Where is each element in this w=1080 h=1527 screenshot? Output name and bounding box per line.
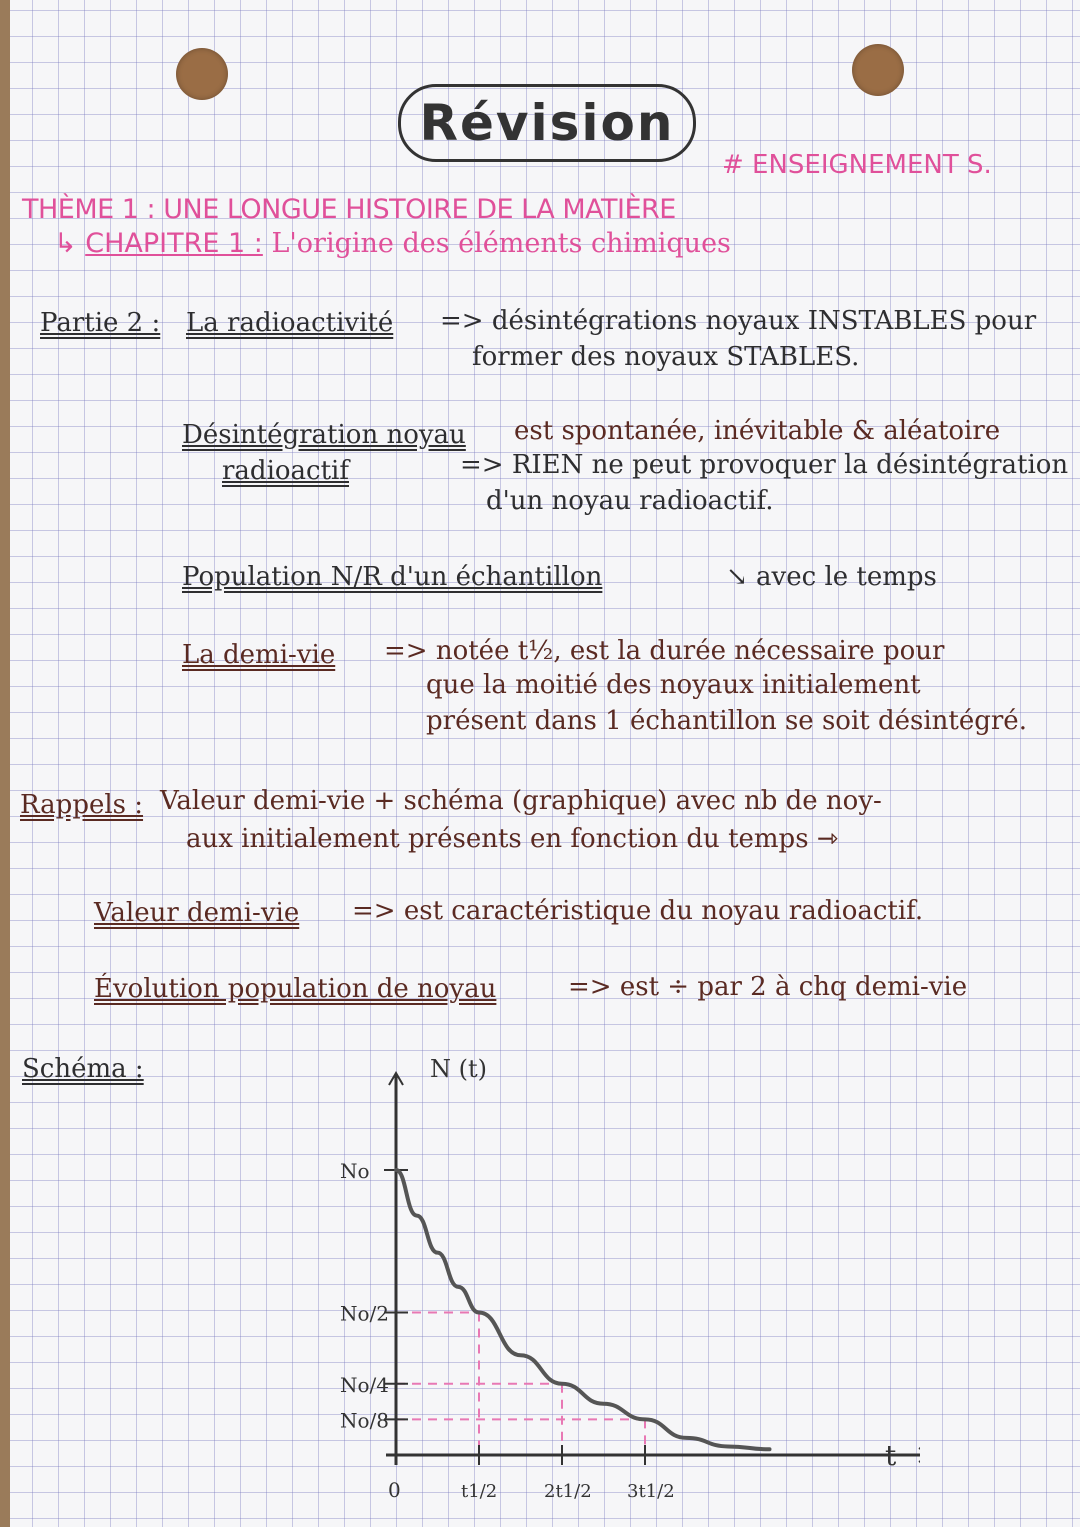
demivie-line3: présent dans 1 échantillon se soit désintégré. <box>426 706 1027 736</box>
x-tick-label: 2t1/2 <box>544 1481 592 1502</box>
notebook-margin <box>0 0 10 1527</box>
chapter-heading <box>54 228 731 259</box>
desintegration-label2: radioactif <box>222 456 349 486</box>
partie-line2: former des noyaux STABLES. <box>472 342 860 372</box>
theme-heading: THÈME 1 : UNE LONGUE HISTOIRE DE LA MATIÈRE <box>22 194 676 225</box>
desintegration-line1: est spontanée, inévitable & aléatoire <box>514 416 1001 446</box>
y-tick-label: No <box>340 1159 370 1183</box>
y-axis-label: N (t) <box>430 1055 487 1083</box>
chapter-text: L'origine des éléments chimiques <box>271 228 731 259</box>
rappels-line1: Valeur demi-vie + schéma (graphique) avec nb de noy- <box>160 786 882 816</box>
y-tick-label: No/4 <box>340 1372 390 1397</box>
guide-lines <box>396 1313 645 1456</box>
x-axis-label: t <box>885 1439 897 1472</box>
evolution-rest: => est ÷ par 2 à chq demi-vie <box>568 972 968 1002</box>
y-tick-labels <box>340 1159 389 1432</box>
page-title: Révision <box>398 84 696 162</box>
chapter-arrow-icon: ↳ <box>54 228 77 259</box>
decay-curve <box>396 1170 770 1449</box>
population-label: Population N/R d'un échantillon <box>182 562 603 592</box>
rappels-line2: aux initialement présents en fonction du temps ⇾ <box>186 824 839 854</box>
population-rest: ↘ avec le temps <box>726 562 937 592</box>
chapter-label: CHAPITRE 1 : <box>85 228 263 259</box>
partie-line1: => désintégrations noyaux INSTABLES pour <box>440 306 1037 336</box>
desintegration-label1: Désintégration noyau <box>182 420 466 450</box>
rappels-label: Rappels : <box>20 790 144 820</box>
schema-label: Schéma : <box>22 1054 144 1084</box>
desintegration-line3: d'un noyau radioactif. <box>486 486 774 516</box>
y-tick-label: No/2 <box>340 1301 390 1326</box>
desintegration-line2: => RIEN ne peut provoquer la désintégration <box>460 450 1069 480</box>
evolution-label: Évolution population de noyau <box>94 974 497 1004</box>
x-tick-labels <box>461 1481 675 1502</box>
demivie-label: La demi-vie <box>182 640 336 670</box>
partie-label: Partie 2 : <box>40 308 161 338</box>
decay-chart <box>320 1055 920 1525</box>
binder-hole-left <box>176 48 228 100</box>
valeur-rest: => est caractéristique du noyau radioactif. <box>352 896 924 926</box>
y-tick-label: No/8 <box>340 1408 390 1433</box>
binder-hole-right <box>852 44 904 96</box>
x-tick-label: 3t1/2 <box>627 1481 675 1502</box>
chart-axes <box>384 1073 920 1465</box>
x-tick-label: t1/2 <box>461 1481 498 1502</box>
valeur-label: Valeur demi-vie <box>94 898 300 928</box>
demivie-line1: => notée t½, est la durée nécessaire pour <box>384 636 945 666</box>
demivie-line2: que la moitié des noyaux initialement <box>426 670 921 700</box>
partie-topic: La radioactivité <box>186 308 394 338</box>
tag: # ENSEIGNEMENT S. <box>722 150 992 180</box>
origin-label: 0 <box>388 1478 401 1502</box>
